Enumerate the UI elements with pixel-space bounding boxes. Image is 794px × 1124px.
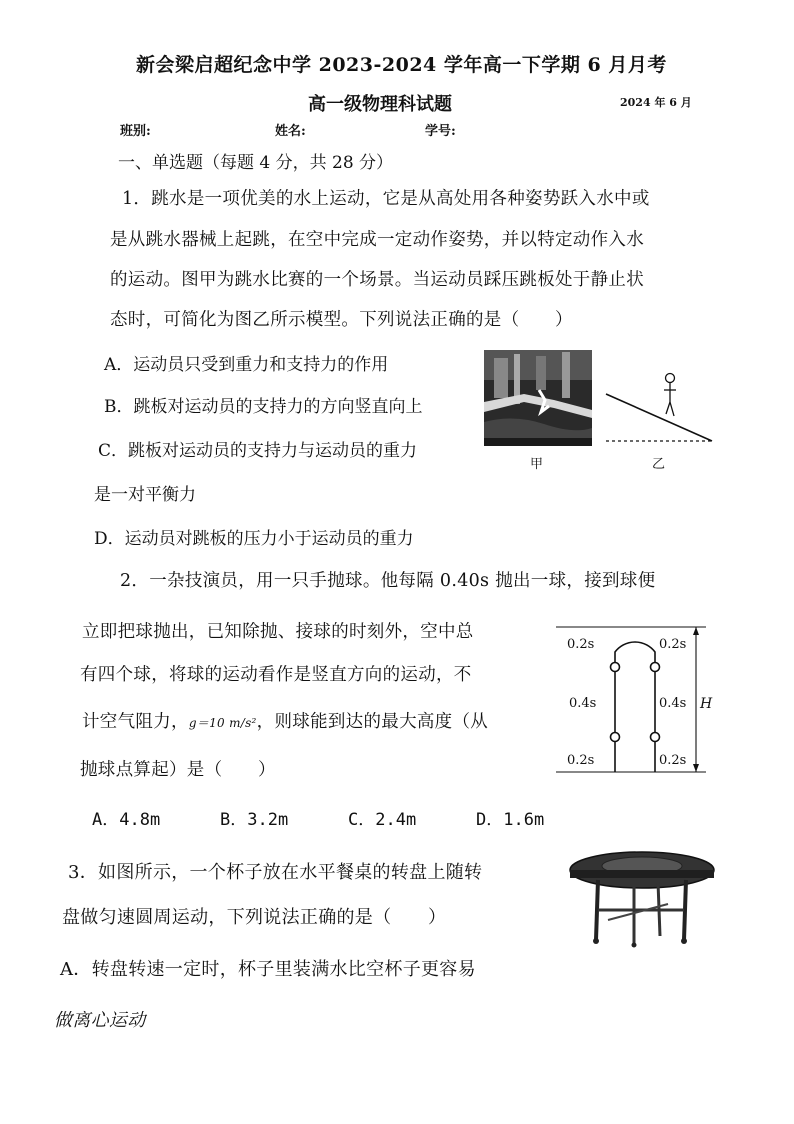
q2-line-3: 有四个球，将球的运动看作是竖直方向的运动，不 [80,665,472,685]
q2-line-4 [82,708,488,733]
time-label-top-right: 0.2s [659,637,687,652]
name-label: 姓名: [275,124,306,139]
q3-option-a-cont: 做离心运动 [54,1010,146,1031]
q2-line-4-end: ，则球能到达的最大高度（从 [256,712,489,732]
time-label-top-left: 0.2s [567,637,595,652]
section-heading: 一、单选题（每题 4 分，共 28 分） [118,153,394,173]
q2-option-d: D．1.6m [476,810,545,830]
q1-option-d: D．运动员对跳板的压力小于运动员的重力 [94,529,414,549]
turntable-table-image [568,848,716,948]
q2-option-c: C．2.4m [348,810,417,830]
height-label: H [700,696,713,712]
exam-date: 2024 年 6 月 [620,96,692,109]
q2-line-5: 抛球点算起）是（ ） [80,760,276,780]
q2-line-1: 2．一杂技演员，用一只手抛球。他每隔 0.40s 抛出一球，接到球便 [120,571,656,591]
springboard-model-figure [604,366,716,446]
time-label-bottom-right: 0.2s [659,753,687,768]
time-label-mid-left: 0.4s [569,696,597,711]
q3-option-a: A．转盘转速一定时，杯子里装满水比空杯子更容易 [60,959,476,980]
q1-line-1: 1．跳水是一项优美的水上运动，它是从高处用各种姿势跃入水中或 [122,189,650,209]
diving-photo [484,350,592,446]
q1-line-2: 是从跳水器械上起跳，在空中完成一定动作姿势，并以特定动作入水 [110,230,644,250]
ball [651,733,660,742]
q2-line-2: 立即把球抛出，已知除抛、接球的时刻外，空中总 [82,622,474,642]
exam-title: 新会梁启超纪念中学 2023-2024 学年高一下学期 6 月月考 [136,54,667,76]
q2-option-a: A．4.8m [92,810,161,830]
q2-line-4-start: 计空气阻力， [82,712,189,732]
fig-jia-label: 甲 [530,457,544,472]
ball [611,663,620,672]
q2-option-b: B．3.2m [220,810,289,830]
q1-line-4: 态时，可简化为图乙所示模型。下列说法正确的是（ ） [110,310,573,330]
gravity-formula: g＝10 m/s² [188,716,257,730]
exam-subtitle: 高一级物理科试题 [308,94,452,115]
q1-option-a: A．运动员只受到重力和支持力的作用 [104,355,389,375]
ball [611,733,620,742]
ball-trajectory-path [615,642,655,772]
q1-option-b: B．跳板对运动员的支持力的方向竖直向上 [104,397,423,417]
springboard-line [606,394,712,441]
fig-yi-label: 乙 [652,457,666,472]
class-label: 班别: [120,124,151,139]
ball [651,663,660,672]
time-label-bottom-left: 0.2s [567,753,595,768]
student-number-label: 学号: [425,124,456,139]
time-label-mid-right: 0.4s [659,696,687,711]
q1-option-c-cont: 是一对平衡力 [94,485,196,505]
q1-line-3: 的运动。图甲为跳水比赛的一个场景。当运动员踩压跳板处于静止状 [110,270,644,290]
q1-option-c: C．跳板对运动员的支持力与运动员的重力 [98,441,418,461]
q3-line-1: 3．如图所示，一个杯子放在水平餐桌的转盘上随转 [68,862,483,883]
q3-line-2: 盘做匀速圆周运动，下列说法正确的是（ ） [62,907,447,928]
